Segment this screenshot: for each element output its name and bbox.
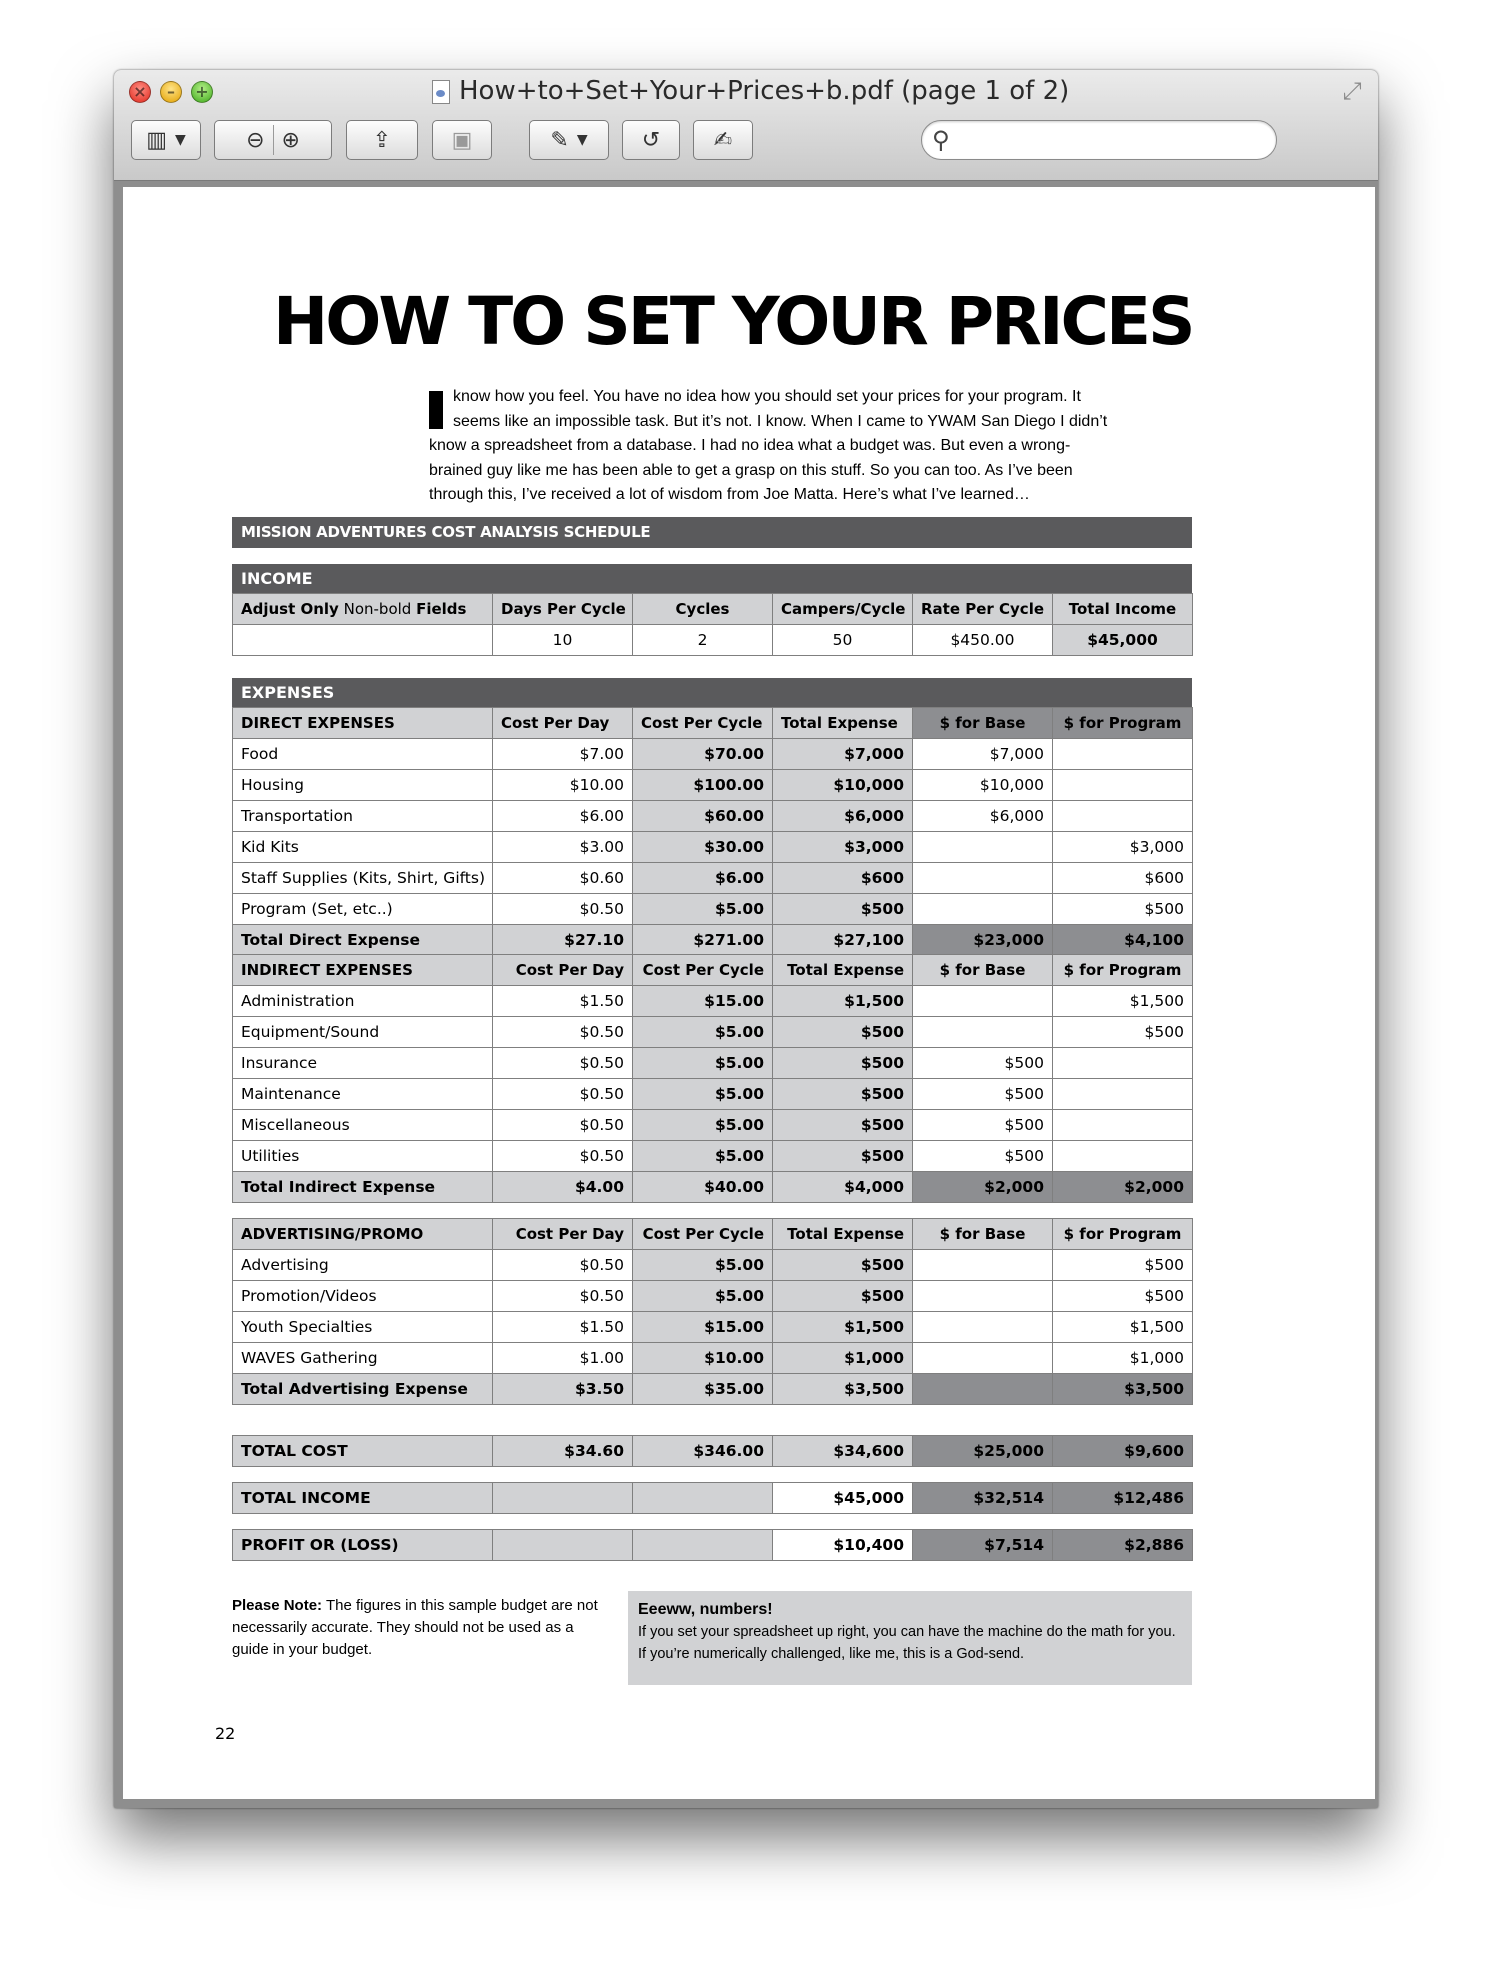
table-header-row (233, 1219, 1193, 1250)
table-cell: $0.50 (493, 1141, 633, 1172)
table-cell: $40.00 (633, 1172, 773, 1203)
table-cell (913, 832, 1053, 863)
table-cell: $0.50 (493, 1079, 633, 1110)
table-cell: $500 (773, 1110, 913, 1141)
search-icon: ⚲ (932, 126, 950, 154)
edit-toolbar-button[interactable] (693, 120, 753, 160)
table-cell: $25,000 (913, 1436, 1053, 1467)
share-icon: ⇪ (372, 127, 392, 153)
table-cell: Housing (233, 770, 493, 801)
fullscreen-icon[interactable]: ⤢ (1342, 77, 1362, 105)
table-cell: $500 (773, 894, 913, 925)
indirect-expenses-table (232, 954, 1193, 1203)
direct-expenses-table (232, 707, 1193, 956)
table-cell: Insurance (233, 1048, 493, 1079)
table-cell: $500 (913, 1048, 1053, 1079)
expenses-heading: EXPENSES (232, 678, 1192, 707)
rotate-button[interactable] (622, 120, 680, 160)
table-cell (1053, 770, 1193, 801)
table-cell: $45,000 (773, 1483, 913, 1514)
table-cell: $5.00 (633, 1141, 773, 1172)
table-cell: $35.00 (633, 1374, 773, 1405)
table-cell: $600 (1053, 863, 1193, 894)
table-cell: $7,000 (913, 739, 1053, 770)
table-cell: $5.00 (633, 1048, 773, 1079)
table-row (233, 801, 1193, 832)
table-cell: $4.00 (493, 1172, 633, 1203)
edit-icon: ✍ (713, 127, 733, 153)
table-cell: $34,600 (773, 1436, 913, 1467)
profit-loss-table (232, 1529, 1193, 1561)
table-cell: $1,500 (1053, 1312, 1193, 1343)
table-cell (493, 1530, 633, 1561)
table-cell (913, 1017, 1053, 1048)
table-cell: $0.50 (493, 1048, 633, 1079)
income-values-row (233, 625, 1193, 656)
table-cell: $5.00 (633, 1250, 773, 1281)
table-cell: $1,500 (773, 986, 913, 1017)
table-cell: $0.50 (493, 894, 633, 925)
table-cell: PROFIT OR (LOSS) (233, 1530, 493, 1561)
table-cell: Utilities (233, 1141, 493, 1172)
table-cell (1053, 1048, 1193, 1079)
table-header-row (233, 708, 1193, 739)
header-cost-per-day: Cost Per Day (493, 955, 633, 986)
table-cell: Administration (233, 986, 493, 1017)
table-cell: $1,000 (1053, 1343, 1193, 1374)
table-row (233, 1017, 1193, 1048)
slideshow-icon: ▣ (451, 127, 473, 153)
table-cell: $5.00 (633, 1017, 773, 1048)
table-cell: $10,000 (773, 770, 913, 801)
annotate-button[interactable] (529, 120, 609, 160)
table-cell: WAVES Gathering (233, 1343, 493, 1374)
header-rate-per-cycle: Rate Per Cycle (913, 594, 1053, 625)
header-for-program: $ for Program (1053, 708, 1193, 739)
table-cell: $6,000 (913, 801, 1053, 832)
table-cell: Program (Set, etc..) (233, 894, 493, 925)
header-campers-per-cycle: Campers/Cycle (773, 594, 913, 625)
table-cell: $500 (1053, 1250, 1193, 1281)
table-cell: $1.50 (493, 986, 633, 1017)
zoom-control (214, 120, 332, 160)
zoom-in-button[interactable]: ⊕ (281, 127, 300, 153)
page-title: HOW TO SET YOUR PRICES (273, 283, 1193, 360)
table-cell: $0.50 (493, 1250, 633, 1281)
table-cell: $1,500 (1053, 986, 1193, 1017)
intro-line: seems like an impossible task. But it’s not. I know. When I came to YWAM San Diego I didn’t (453, 412, 1108, 430)
share-button[interactable] (346, 120, 418, 160)
total-income-table (232, 1482, 1193, 1514)
header-cost-per-day: Cost Per Day (493, 708, 633, 739)
header-total-income: Total Income (1053, 594, 1193, 625)
days-per-cycle-value: 10 (493, 625, 633, 656)
title-bar (114, 70, 1378, 181)
table-cell (233, 625, 493, 656)
header-total-expense: Total Expense (773, 708, 913, 739)
header-cost-per-day: Cost Per Day (493, 1219, 633, 1250)
table-cell: $27.10 (493, 925, 633, 956)
income-table (232, 593, 1193, 656)
table-cell: $0.60 (493, 863, 633, 894)
table-cell: TOTAL COST (233, 1436, 493, 1467)
table-cell: $500 (773, 1017, 913, 1048)
please-note (232, 1595, 602, 1661)
header-for-base: $ for Base (913, 1219, 1053, 1250)
total-cost-row (233, 1436, 1193, 1467)
table-cell (913, 1343, 1053, 1374)
chevron-down-icon: ▼ (175, 132, 186, 148)
section-label: ADVERTISING/PROMO (233, 1219, 493, 1250)
table-cell: Maintenance (233, 1079, 493, 1110)
table-cell: $10.00 (633, 1343, 773, 1374)
pencil-icon: ✎ (550, 127, 569, 153)
table-row (233, 863, 1193, 894)
section-label: DIRECT EXPENSES (233, 708, 493, 739)
section-label: INDIRECT EXPENSES (233, 955, 493, 986)
header-days-per-cycle: Days Per Cycle (493, 594, 633, 625)
header-cycles: Cycles (633, 594, 773, 625)
rotate-icon: ↺ (641, 127, 661, 153)
intro-paragraph (429, 385, 1187, 508)
rate-per-cycle-value: $450.00 (913, 625, 1053, 656)
table-row (233, 1048, 1193, 1079)
table-cell: $23,000 (913, 925, 1053, 956)
table-cell: $7,514 (913, 1530, 1053, 1561)
table-row (233, 1312, 1193, 1343)
intro-line: brained guy like me has been able to get a grasp on this stuff. So you can too. As I’ve been (429, 461, 1073, 479)
total-advertising-row (233, 1374, 1193, 1405)
table-cell: $500 (1053, 1017, 1193, 1048)
table-cell: $500 (913, 1141, 1053, 1172)
header-cost-per-cycle: Cost Per Cycle (633, 1219, 773, 1250)
cycles-value: 2 (633, 625, 773, 656)
table-cell: $6,000 (773, 801, 913, 832)
chevron-down-icon: ▼ (576, 132, 588, 148)
table-cell: $4,100 (1053, 925, 1193, 956)
table-cell: Food (233, 739, 493, 770)
intro-line: know a spreadsheet from a database. I had no idea what a budget was. But even a wrong- (429, 437, 1071, 454)
slideshow-button[interactable] (432, 120, 492, 160)
callout-title: Eeeww, numbers! (638, 1601, 773, 1618)
table-row (233, 1281, 1193, 1312)
table-cell: $7.00 (493, 739, 633, 770)
pdf-viewer-window (114, 70, 1378, 1808)
total-indirect-row (233, 1172, 1193, 1203)
table-cell (633, 1530, 773, 1561)
table-row (233, 1250, 1193, 1281)
callout-text: If you set your spreadsheet up right, you can have the machine do the math for you. If you’re numerically challenged, like me, this is a God-send. (638, 1624, 1176, 1662)
table-cell: $346.00 (633, 1436, 773, 1467)
table-cell: $500 (773, 1079, 913, 1110)
adjust-fields-label: Adjust Only Non-bold Fields (233, 594, 493, 625)
sidebar-icon: ▥ (146, 127, 167, 153)
table-cell (1053, 801, 1193, 832)
table-cell (633, 1483, 773, 1514)
profit-loss-row (233, 1530, 1193, 1561)
table-cell: $3.50 (493, 1374, 633, 1405)
total-direct-row (233, 925, 1193, 956)
table-cell (913, 1250, 1053, 1281)
table-cell: Transportation (233, 801, 493, 832)
table-cell (1053, 1110, 1193, 1141)
header-cost-per-cycle: Cost Per Cycle (633, 708, 773, 739)
table-cell: $271.00 (633, 925, 773, 956)
table-cell: $500 (1053, 894, 1193, 925)
table-cell: TOTAL INCOME (233, 1483, 493, 1514)
table-row (233, 1079, 1193, 1110)
table-header-row (233, 955, 1193, 986)
table-cell (493, 1483, 633, 1514)
table-cell: Miscellaneous (233, 1110, 493, 1141)
table-cell: $500 (913, 1110, 1053, 1141)
table-cell: $9,600 (1053, 1436, 1193, 1467)
header-for-base: $ for Base (913, 708, 1053, 739)
table-cell: $15.00 (633, 1312, 773, 1343)
table-cell: $10,000 (913, 770, 1053, 801)
table-cell: $4,000 (773, 1172, 913, 1203)
table-row (233, 832, 1193, 863)
header-for-base: $ for Base (913, 955, 1053, 986)
minimize-window-button[interactable]: – (160, 81, 182, 103)
table-cell: $5.00 (633, 1110, 773, 1141)
table-cell: $5.00 (633, 1281, 773, 1312)
table-cell: $500 (773, 1250, 913, 1281)
table-cell: $500 (773, 1281, 913, 1312)
table-cell: $34.60 (493, 1436, 633, 1467)
table-cell (913, 1374, 1053, 1405)
header-total-expense: Total Expense (773, 955, 913, 986)
table-cell: Promotion/Videos (233, 1281, 493, 1312)
table-cell: $500 (773, 1048, 913, 1079)
table-row (233, 770, 1193, 801)
table-cell: $0.50 (493, 1110, 633, 1141)
table-cell: Staff Supplies (Kits, Shirt, Gifts) (233, 863, 493, 894)
table-cell: $500 (773, 1141, 913, 1172)
table-cell: Total Advertising Expense (233, 1374, 493, 1405)
pdf-document-icon (432, 80, 450, 104)
intro-line: know how you feel. You have no idea how you should set your prices for your program. It (453, 388, 1081, 405)
table-cell: $27,100 (773, 925, 913, 956)
table-cell (1053, 1141, 1193, 1172)
table-cell (913, 1312, 1053, 1343)
table-cell: $1,000 (773, 1343, 913, 1374)
callout-box (628, 1591, 1192, 1685)
table-row (233, 986, 1193, 1017)
income-heading: INCOME (232, 564, 1192, 593)
header-total-expense: Total Expense (773, 1219, 913, 1250)
table-cell: $1,500 (773, 1312, 913, 1343)
table-cell: Total Direct Expense (233, 925, 493, 956)
table-row (233, 1110, 1193, 1141)
table-row (233, 1141, 1193, 1172)
table-cell: $1.50 (493, 1312, 633, 1343)
table-cell: $3,000 (773, 832, 913, 863)
sidebar-view-button[interactable] (131, 120, 201, 160)
note-text: The figures in this sample budget are not necessarily accurate. They should not be used as a guide in your budget. (232, 1597, 598, 1658)
table-cell: $32,514 (913, 1483, 1053, 1514)
intro-line: through this, I’ve received a lot of wisdom from Joe Matta. Here’s what I’ve learned… (429, 486, 1030, 503)
table-row (233, 739, 1193, 770)
header-cost-per-cycle: Cost Per Cycle (633, 955, 773, 986)
table-cell: $0.50 (493, 1281, 633, 1312)
table-cell: $6.00 (493, 801, 633, 832)
table-cell: $0.50 (493, 1017, 633, 1048)
table-cell: $2,886 (1053, 1530, 1193, 1561)
page-number: 22 (215, 1724, 236, 1743)
search-input[interactable] (962, 126, 1266, 156)
table-cell: $500 (913, 1079, 1053, 1110)
header-for-program: $ for Program (1053, 1219, 1193, 1250)
table-cell: $30.00 (633, 832, 773, 863)
pdf-page (123, 187, 1375, 1799)
table-cell (913, 894, 1053, 925)
table-cell: $12,486 (1053, 1483, 1193, 1514)
total-cost-table (232, 1435, 1193, 1467)
table-cell (913, 986, 1053, 1017)
table-cell: $6.00 (633, 863, 773, 894)
campers-per-cycle-value: 50 (773, 625, 913, 656)
table-cell: Advertising (233, 1250, 493, 1281)
table-cell (913, 1281, 1053, 1312)
total-income-value: $45,000 (1053, 625, 1193, 656)
advertising-table (232, 1218, 1193, 1405)
table-cell: $3,500 (1053, 1374, 1193, 1405)
zoom-out-button[interactable]: ⊖ (246, 127, 265, 153)
search-field[interactable] (921, 120, 1277, 160)
total-income-row (233, 1483, 1193, 1514)
table-row (233, 1343, 1193, 1374)
table-cell: $60.00 (633, 801, 773, 832)
table-cell: Equipment/Sound (233, 1017, 493, 1048)
table-cell: $3,500 (773, 1374, 913, 1405)
zoom-window-button[interactable]: + (191, 81, 213, 103)
close-window-button[interactable]: × (129, 81, 151, 103)
table-cell: Kid Kits (233, 832, 493, 863)
table-cell: Total Indirect Expense (233, 1172, 493, 1203)
table-cell: $5.00 (633, 1079, 773, 1110)
table-cell: $2,000 (913, 1172, 1053, 1203)
window-title: How+to+Set+Your+Prices+b.pdf (page 1 of 2) (459, 76, 1070, 106)
schedule-banner: MISSION ADVENTURES COST ANALYSIS SCHEDULE (232, 517, 1192, 548)
table-cell: $500 (1053, 1281, 1193, 1312)
table-cell (1053, 1079, 1193, 1110)
table-cell: $3.00 (493, 832, 633, 863)
note-label: Please Note: (232, 1597, 323, 1614)
table-cell: $5.00 (633, 894, 773, 925)
table-cell: Youth Specialties (233, 1312, 493, 1343)
income-header-row (233, 594, 1193, 625)
table-cell: $3,000 (1053, 832, 1193, 863)
table-cell: $10,400 (773, 1530, 913, 1561)
table-cell: $2,000 (1053, 1172, 1193, 1203)
table-row (233, 894, 1193, 925)
header-for-program: $ for Program (1053, 955, 1193, 986)
table-cell: $7,000 (773, 739, 913, 770)
table-cell: $10.00 (493, 770, 633, 801)
table-cell: $1.00 (493, 1343, 633, 1374)
table-cell (1053, 739, 1193, 770)
table-cell (913, 863, 1053, 894)
table-cell: $100.00 (633, 770, 773, 801)
table-cell: $600 (773, 863, 913, 894)
table-cell: $15.00 (633, 986, 773, 1017)
table-cell: $70.00 (633, 739, 773, 770)
